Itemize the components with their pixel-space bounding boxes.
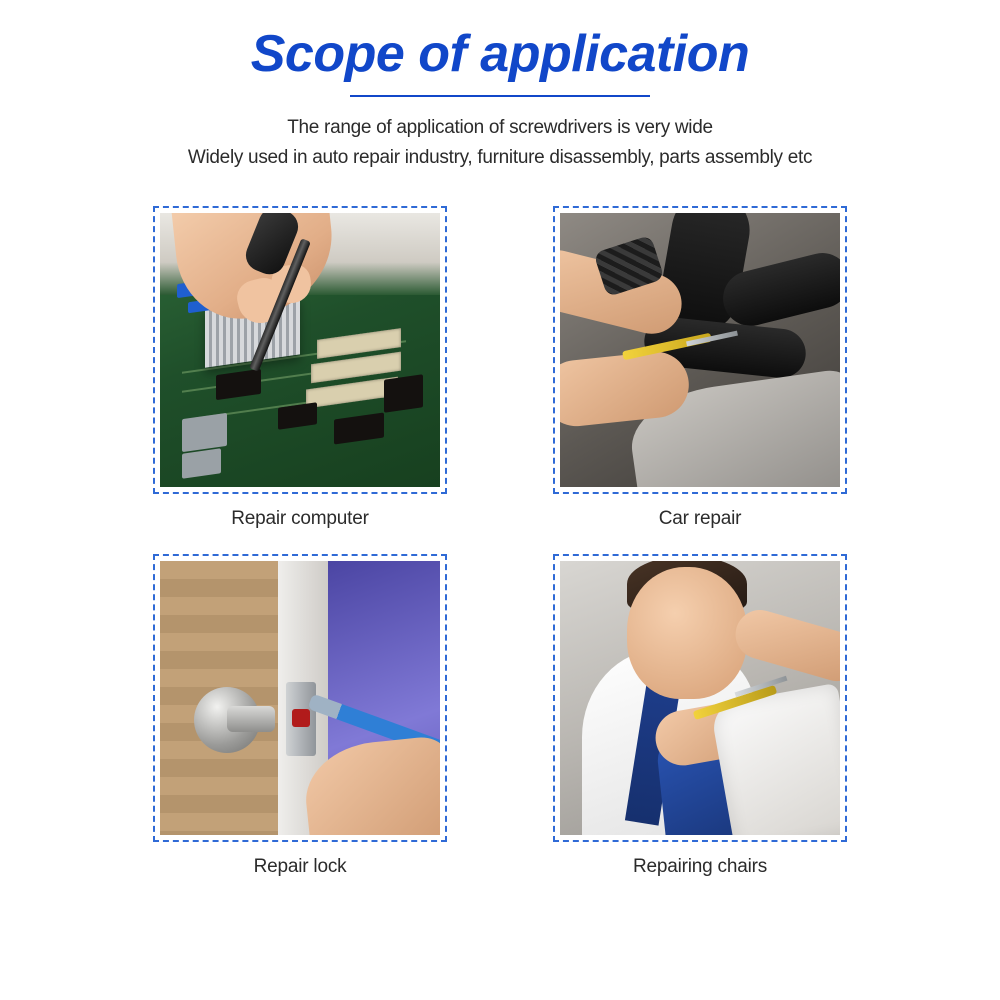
subtitle-line-1: The range of application of screwdrivers is very wide [287,117,713,139]
application-card [150,554,450,878]
application-card [550,554,850,878]
repairing-chairs-photo [553,554,847,842]
car-repair-photo [553,206,847,494]
repair-lock-photo [153,554,447,842]
title-underline [350,95,650,97]
subtitle-line-2: Widely used in auto repair industry, furniture disassembly, parts assembly etc [187,146,813,168]
repair-computer-photo [153,206,447,494]
subtitle-block [0,113,1000,172]
application-grid [0,206,1000,878]
page-title: Scope of application [250,25,750,83]
card-caption: Repair computer [231,508,369,530]
card-caption: Car repair [658,508,742,530]
card-caption: Repair lock [253,856,347,878]
card-caption: Repairing chairs [632,856,768,878]
application-card [150,206,450,530]
application-card [550,206,850,530]
